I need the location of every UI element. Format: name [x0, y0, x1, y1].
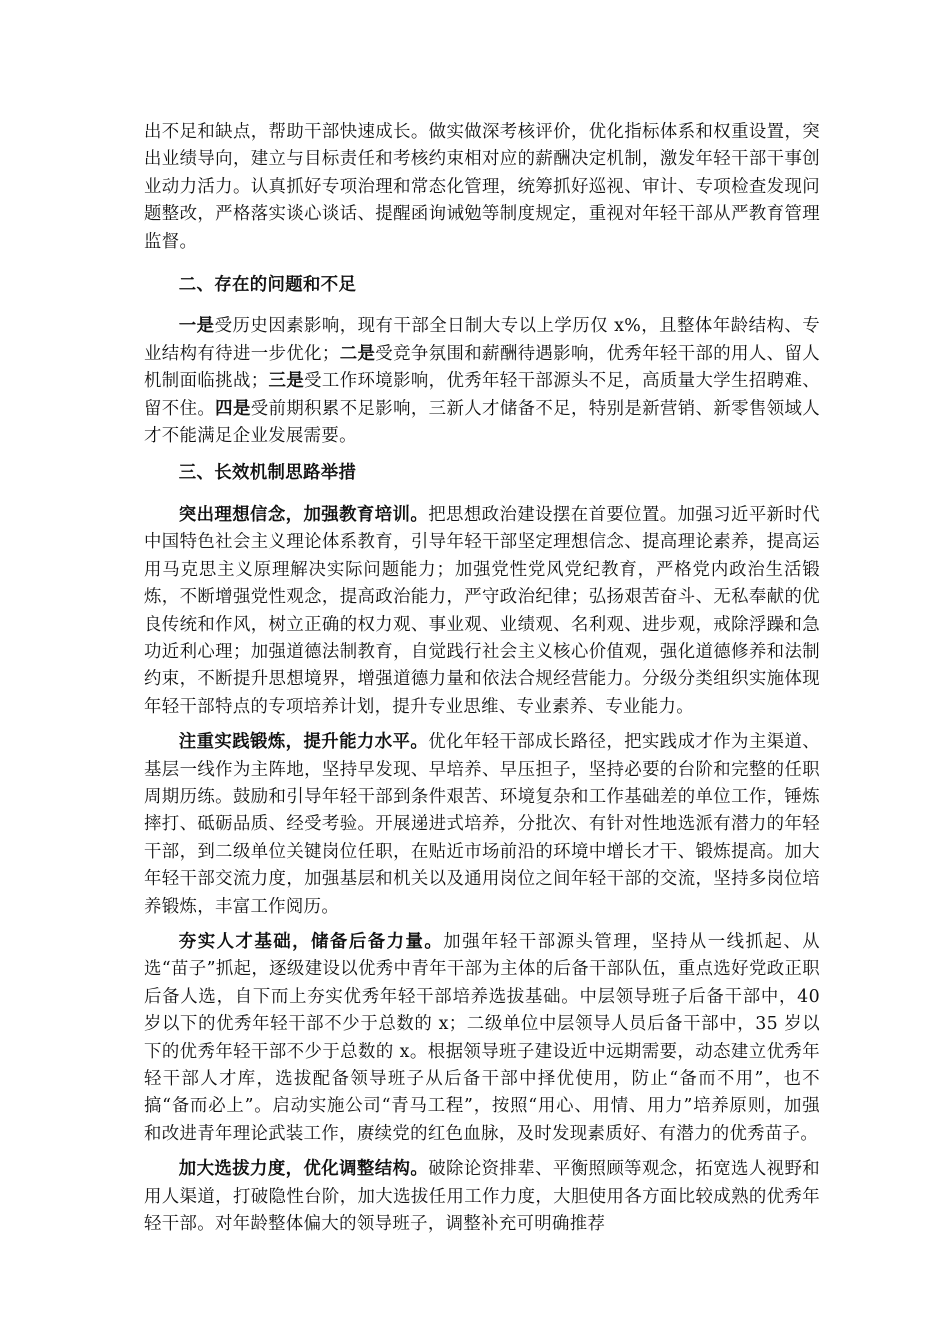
section-heading-problems: 二、存在的问题和不足: [178, 275, 357, 296]
paragraph-practice-text: 优化年轻干部成长路径，把实践成才作为主渠道、基层一线作为主阵地，坚持早发现、早培养、早压担子，坚持必要的台阶和完整的任职周期历练。鼓励和引导年轻干部到条件艰苦、环境复杂和工作基础差的单位工作，锤炼摔打、砥砺品质、经受考验。开展递进式培养，分批次、有针对性地选派有潜力的年轻干部，到二级单位关键岗位任职，在贴近市场前沿的环境中增长才干、锻炼提高。加大年轻干部交流力度，加强基层和机关以及通用岗位之间年轻干部的交流，坚持多岗位培养锻炼，丰富工作阅历。: [144, 732, 821, 917]
document-body: [144, 119, 820, 1246]
point-four-label: 四是: [215, 398, 251, 419]
point-one-label: 一是: [178, 316, 215, 337]
point-one-text: 受历史因素影响，现有干部全日制大专以上学历仅 x%，且整体年龄结构、专业结构有待进一步优化；: [144, 316, 820, 364]
point-two-text: 受竞争氛围和薪酬待遇影响，优秀年轻干部的用人、留人机制面临挑战；: [144, 343, 821, 392]
paragraph-reserve-lead: 夯实人才基础，储备后备力量。: [178, 931, 444, 952]
paragraph-practice: [144, 729, 820, 921]
point-three-text: 受工作环境影响，优秀年轻干部源头不足，高质量大学生招聘难、留不住。: [144, 371, 821, 419]
paragraph-selection: [144, 1156, 820, 1238]
section-heading-measures: 三、长效机制思路举措: [178, 463, 357, 484]
point-four-text: 受前期积累不足影响，三新人才储备不足，特别是新营销、新零售领域人才不能满足企业发展需要。: [144, 398, 821, 447]
paragraph-reserve-text: 加强年轻干部源头管理，坚持从一线抓起、从选“苗子”抓起，逐级建设以优秀中青年干部为主体的后备干部队伍，重点选好党政正职后备人选，自下而上夯实优秀年轻干部培养选拔基础。中层领导班子后备干部中，40 岁以下的优秀年轻干部不少于总数的 x；二级单位中层领导人员后备干部中，35 岁以下的优秀年轻干部不少于总数的 x。根据领导班子建设近中远期需要，动态建立优秀年轻干部人才库，选拔配备领导班子从后备干部中择优使用，防止“备而不用”，也不搞“备而必上”。启动实施公司“青马工程”，按照“用心、用情、用力”培养原则，加强和改进青年理论武装工作，赓续党的红色血脉，及时发现素质好、有潜力的优秀苗子。: [144, 931, 820, 1144]
paragraph-continued: 出不足和缺点，帮助干部快速成长。做实做深考核评价，优化指标体系和权重设置，突出业绩导向，建立与目标责任和考核约束相对应的薪酬决定机制，激发年轻干部干事创业动力活力。认真抓好专项治理和常态化管理，统筹抓好巡视、审计、专项检查发现问题整改，严格落实谈心谈话、提醒函询诫勉等制度规定，重视对年轻干部从严教育管理监督。: [144, 122, 820, 252]
paragraph-problems: [144, 313, 820, 450]
paragraph-education: [144, 502, 820, 721]
paragraph-selection-lead: 加大选拔力度，优化调整结构。: [178, 1159, 429, 1180]
point-three-label: 三是: [268, 371, 305, 392]
paragraph-practice-lead: 注重实践锻炼，提升能力水平。: [178, 732, 429, 753]
paragraph-education-text: 把思想政治建设摆在首要位置。加强习近平新时代中国特色社会主义理论体系教育，引导年轻干部坚定理想信念、提高理论素养，提高运用马克思主义原理解决实际问题能力；加强党性党风党纪教育，严格党内政治生活锻炼，不断增强党性观念，提高政治能力，严守政治纪律；弘扬艰苦奋斗、无私奉献的优良传统和作风，树立正确的权力观、事业观、业绩观、名利观、进步观，戒除浮躁和急功近利心理；加强道德法制教育，自觉践行社会主义核心价值观，强化道德修养和法制约束，不断提升思想境界，增强道德力量和依法合规经营能力。分级分类组织实施体现年轻干部特点的专项培养计划，提升专业思维、专业素养、专业能力。: [144, 504, 821, 717]
paragraph-reserve: [144, 929, 820, 1148]
paragraph-selection-text: 破除论资排辈、平衡照顾等观念，拓宽选人视野和用人渠道，打破隐性台阶，加大选拔任用工作力度，大胆使用各方面比较成熟的优秀年轻干部。对年龄整体偏大的领导班子，调整补充可明确推荐: [144, 1159, 821, 1235]
point-two-label: 二是: [339, 343, 376, 364]
paragraph-education-lead: 突出理想信念，加强教育培训。: [178, 504, 429, 525]
